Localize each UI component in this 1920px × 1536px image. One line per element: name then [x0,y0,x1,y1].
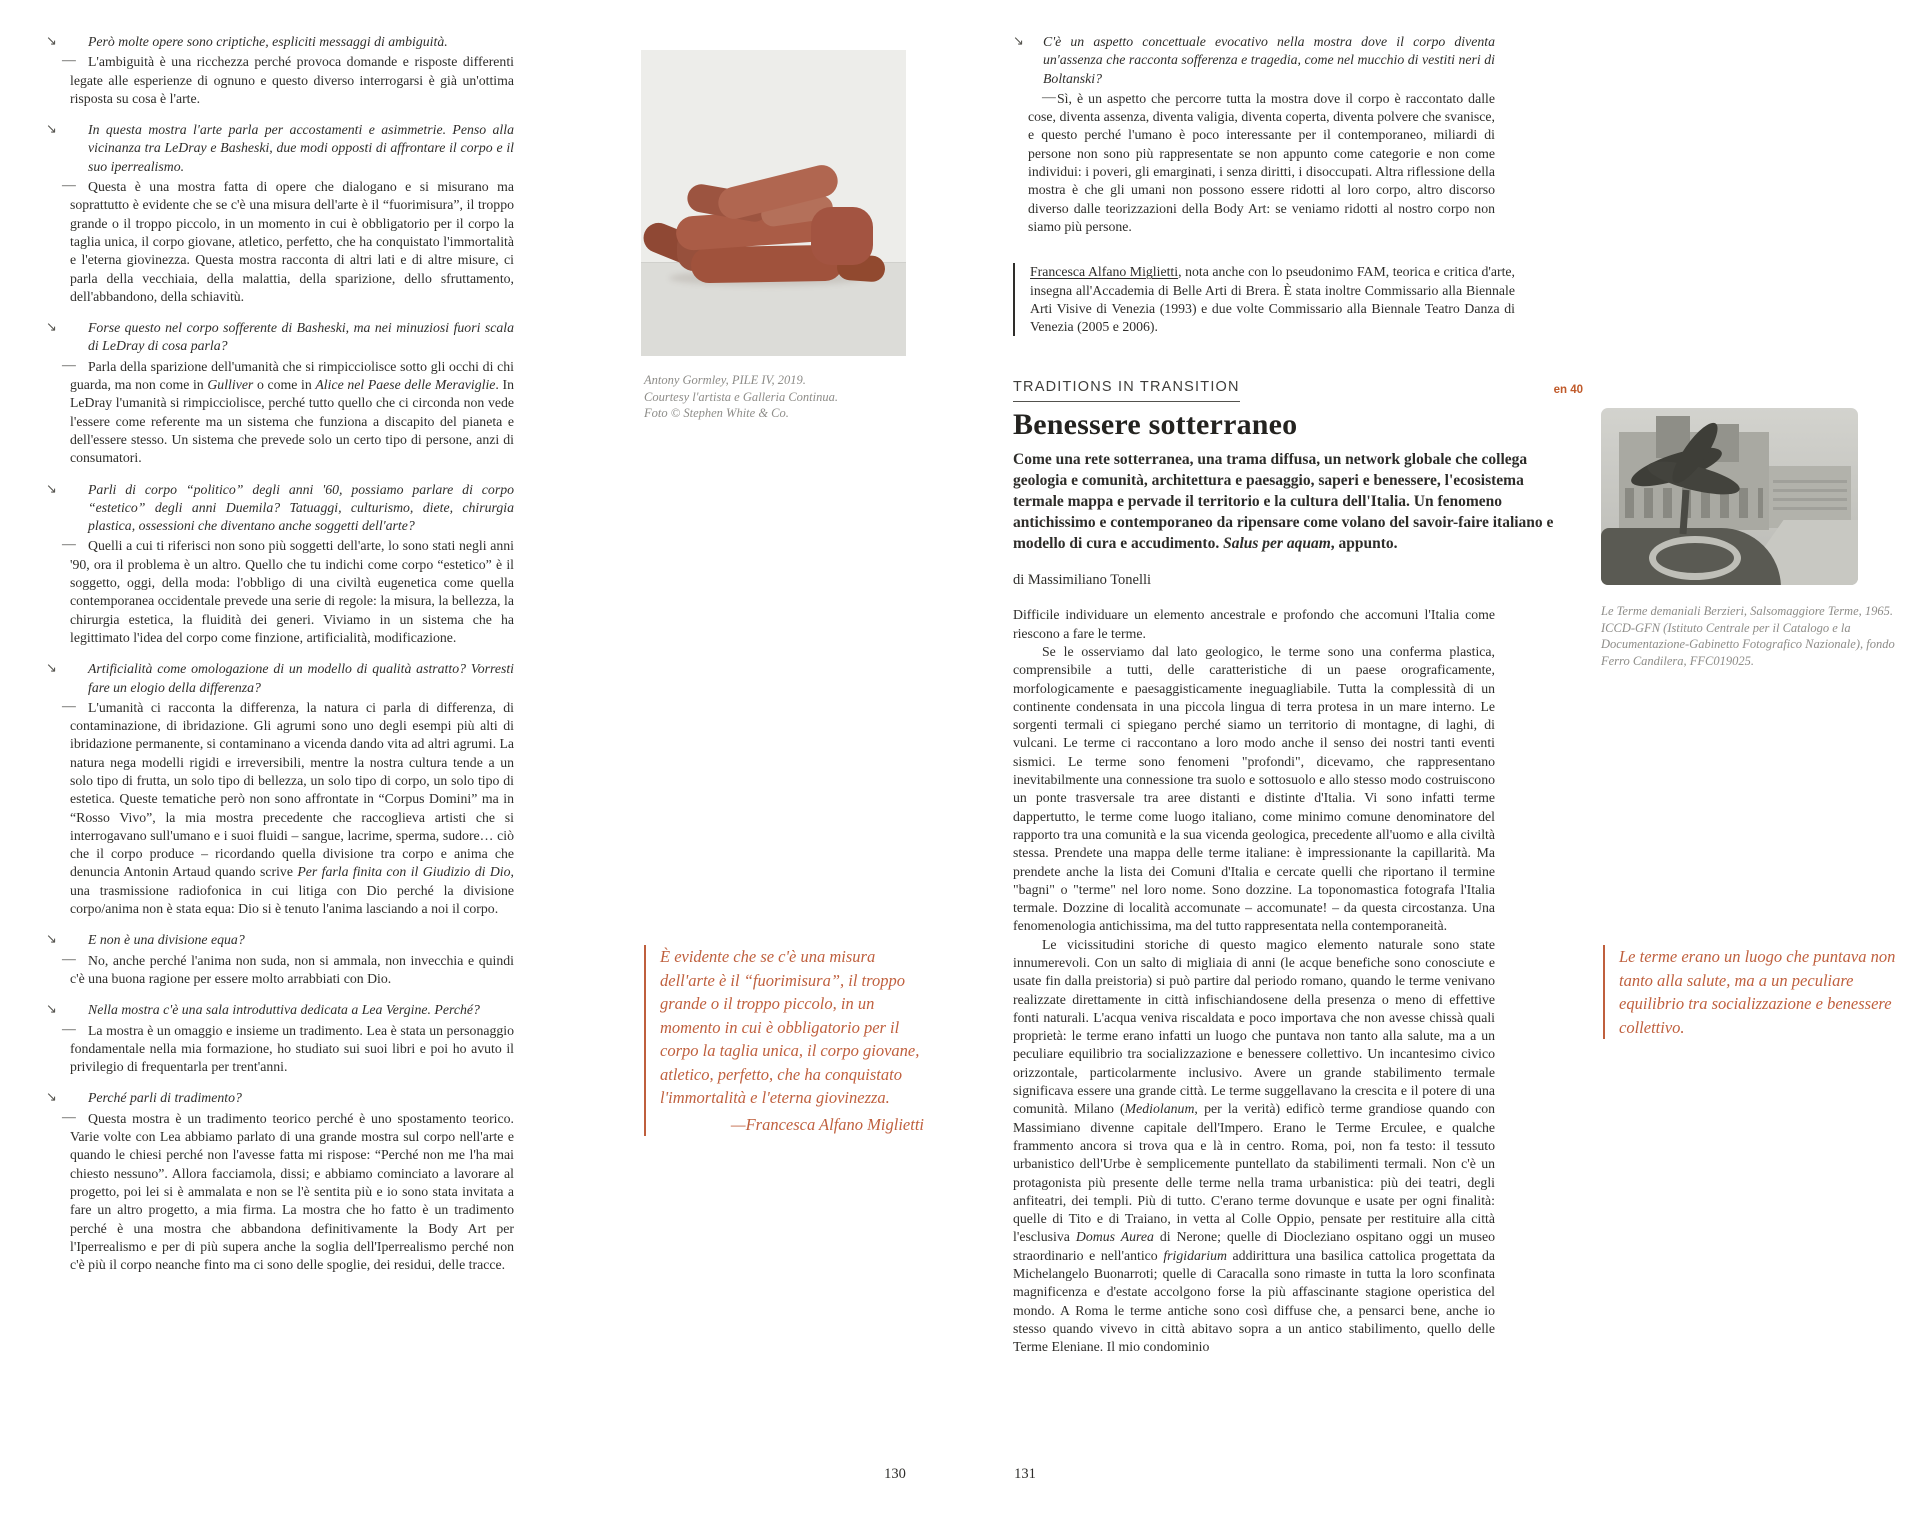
baths-arcade [1625,488,1763,518]
section-kicker: TRADITIONS IN TRANSITION [1013,378,1240,401]
interview-question [44,121,514,176]
interview-question [1013,33,1495,88]
qa-block [44,319,514,467]
gormley-pile-iv-artwork-photo [641,50,906,356]
page-number-130: 130 [884,1466,906,1482]
question-text: Forse questo nel corpo sofferente di Basheski, ma nei minuziosi fuori scala di LeDray di cosa parla? [88,320,514,354]
body-paragraph: Le vicissitudini storiche di questo magico elemento naturale sono state innumerevoli. Con un salto di migliaia di anni (le acque benefiche sono conosciute e usate fin dalla preistoria) si può partire dal periodo romano, quando le terme venivano realizzate direttamente in città infischiandosene della presenza o meno di effettive fonti naturali. L'acqua veniva riscaldata e poco importava che non avesse chissà quali proprietà: le terme erano infatti un luogo che puntava non tanto alla salute, ma a un peculiare equilibrio tra socializzazione e benessere collettivo. Un incantesimo civico orizzontale, particolarmente inclusivo. Avere un grande stabilimento termale significava essere una grande città. Le terme suggellavano la crescita e il potere di una comunità. Milano (Mediolanum, per la verità) edificò terme grandiose quando con Massimiano divenne capitale dell'Impero. Erano le Terme Erculee, e qualche frammento ancora si trova qua e là in centro. Roma, poi, non fa testo: il tessuto urbanistico dell'Urbe è semplicemente puntellato da stabilimenti termali. Non c'è un protagonista più presente delle terme nella trama urbanistica: più dei teatri, degli anfiteatri, dei templi. Più di tutto. C'erano terme dovunque e usate per ogni finalità: quelle di Tito e di Traiano, in vetta al Colle Oppio, pensate per restituire alla città l'esclusiva Domus Aurea di Nerone; quelle di Diocleziano ospitano oggi un museo straordinario e nell'antico frigidarium addirittura una basilica cattolica progettata da Michelangelo Buonarroti; quelle di Caracalla sono rimaste in tutta la loro sconfinata magnificenza e d'estate accolgono forse la più affascinante stagione operistica del mondo. A Roma le terme antiche sono così diffuse che, a pensarci bene, anche io stesso quando vivevo in città abitavo sopra a un antico stabilimento, quello delle Terme Eleniane. Il mio condominio [1013,936,1496,1355]
left-pull-quote [644,945,934,1136]
answer-text: La mostra è un omaggio e insieme un tradimento. Lea è stata un personaggio fondamentale nella mia formazione, ho studiato sui suoi libri e poi ho avuto il privilegio di frequentarla per trent'anni. [70,1022,514,1075]
qa-block [44,1001,514,1076]
question-text: E non è una divisione equa? [88,932,245,948]
question-text: Però molte opere sono criptiche, espliciti messaggi di ambiguità. [88,34,448,49]
author-bio: Francesca Alfano Miglietti, nota anche con lo pseudonimo FAM, teorica e critica d'arte, insegna all'Accademia di Belle Arti di Brera. È stata inoltre Commissario alla Biennale Arti Visive di Venezia (1993) e due volte Commissario alla Biennale Teatro Danza di Venezia (2005 e 2006). [1013,263,1515,336]
answer-dash-icon: — [62,950,75,966]
gormley-artwork-caption [644,372,944,422]
article-byline: di Massimiliano Tonelli [1013,572,1152,589]
answer-dash-icon: — [62,536,75,552]
berzieri-photo-caption [1601,603,1897,669]
answer-dash-icon: — [62,1108,75,1124]
article-standfirst: Come una rete sotterranea, una trama diffusa, un network globale che collega geologia e comunità, architettura e paesaggio, saperi e benessere, l'ecosistema termale mappa e pervade il territorio e la cultura dell'Italia. Un fenomeno antichissimo e contemporaneo da ripensare come volano del savoir-faire italiano e modello di cura e accudimento. Salus per aquam, appunto. [1013,451,1554,553]
question-text: Artificialità come omologazione di un modello di qualità astratto? Vorresti fare un elogio della differenza? [88,661,514,695]
interview-question [44,319,514,356]
interview-answer [44,1022,514,1077]
interview-answer [44,358,514,468]
interview-question [44,1001,514,1019]
caption-line: ICCD-GFN (Istituto Centrale per il Catalogo e la Documentazione-Gabinetto Fotografico Nazionale), fondo Ferro Candilera, FFC019025. [1601,620,1895,668]
question-arrow-icon: ↘ [46,34,57,49]
article-title: Benessere sotterraneo [1013,407,1298,441]
interview-answer [44,1110,514,1275]
caption-line: Foto © Stephen White & Co. [644,406,789,420]
answer-text: L'umanità ci racconta la differenza, la natura ci parla di differenza, di contaminazione, di ibridazione. Gli agrumi sono uno degli esempi più alti di ibridazione permanente, si contaminano a vicenda dando vita ad altri agrumi. La natura nega modelli rigidi e irreversibili, mentre la nostra cultura tende a un solo tipo di frutta, un solo tipo di bellezza, un solo tipo di corpo, un solo tipo di estetica. Queste tematiche però non sono affrontate in “Corpus Domini” ma in “Rosso Vivo”, la mia mostra precedente che raccoglieva artisti che si interrogavano sull'umano e i suoi fluidi – sangue, lacrime, sperma, sudore… ciò che il corpo produce – ricordando quella divisione tra corpo e anima che denuncia Antonin Artaud quando scrive Per farla finita con il Giudizio di Dio, una trasmissione radiofonica in cui litiga con Dio perché la divisione corpo/anima non è stata equa: Dio si è tenuto l'anima lasciando a noi il corpo. [70,699,515,917]
qa-block [44,33,514,108]
answer-dash-icon: — [62,356,75,372]
question-text: In questa mostra l'arte parla per accostamenti e asimmetrie. Penso alla vicinanza tra LeDray e Basheski, due modi opposti di affrontare il corpo e il suo iperrealismo. [88,122,514,174]
question-arrow-icon: ↘ [46,122,57,138]
answer-text: Questa mostra è un tradimento teorico perché è uno spostamento teorico. Varie volte con Lea abbiamo parlato di una grande mostra sul corpo nell'arte e quando le chiesi perché non l'avesse fatta mi rispose: “Perché non me l'ha mai chiesto nessuno”. Allora facciamola, dissi; e abbiamo cominciato a lavorare al progetto, poi lei si è ammalata e non se l'è sentita più e io sono stata invitata a fare un altro progetto, a mia firma. La mostra che ho fatto è un tradimento perché è una mostra che abbandona definitivamente la Body Art per l'Iperrealismo e per di più supera anche la soglia dell'Iperrealismo perché non c'è più il corpo neanche finto ma ci sono delle spoglie, dei residui, delle tracce. [70,1110,514,1273]
pull-quote-text: Le terme erano un luogo che puntava non tanto alla salute, ma a un peculiare equilibrio tra socializzazione e benessere collettivo. [1619,947,1896,1037]
answer-text: No, anche perché l'anima non suda, non si ammala, non invecchia e quindi c'è una buona ragione per essere molto arrabbiati con Dio. [70,952,514,986]
question-arrow-icon: ↘ [46,1002,57,1018]
question-arrow-icon: ↘ [46,320,57,336]
qa-block [1013,33,1495,236]
interview-question [44,33,514,51]
background-windows [1773,474,1847,514]
right-page-column [1013,33,1583,1357]
qa-block [44,1089,514,1274]
caption-line: Le Terme demaniali Berzieri, Salsomaggiore Terme, 1965. [1601,604,1894,618]
answer-text: Quelli a cui ti riferisci non sono più soggetti dell'arte, lo sono stati negli anni '90, ora il problema è un altro. Quello che tu indichi come corpo “estetico” è il soggetto, oggi, della moda: l'obbligo di una civiltà eugenetica come quella contemporanea occidentale prevede una serie di regole: la misura, la bellezza, la chirurgia estetica, la fluidità dei generi. Viviamo in un sistema che ha legittimato l'idea del corpo come finzione, artificialità, modificazione. [70,538,514,645]
section-kicker-row [1013,378,1583,401]
question-text: Perché parli di tradimento? [88,1090,242,1106]
article-body [1013,606,1495,1356]
interview-answer [44,952,514,989]
interview-question [44,660,514,697]
interview-answer [44,53,514,108]
question-arrow-icon: ↘ [46,481,57,497]
question-text: Parli di corpo “politico” degli anni '60, possiamo parlare di corpo “estetico” degli anni Duemila? Tatuaggi, culturismo, diete, chirurgia plastica, ossessioni che diventano anche soggetti dell'arte? [88,481,514,534]
answer-dash-icon: — [62,1020,75,1036]
interview-question [44,481,514,536]
question-arrow-icon: ↘ [46,932,57,948]
qa-block [44,481,514,648]
caption-line: Courtesy l'artista e Galleria Continua. [644,389,838,404]
question-arrow-icon: ↘ [1013,34,1024,49]
interview-answer [44,537,514,647]
question-arrow-icon: ↘ [46,1090,57,1106]
interview-question [44,1089,514,1107]
page-number-131: 131 [1014,1466,1036,1482]
interview-answer [44,699,514,919]
interview-question [44,931,514,949]
answer-text: Questa è una mostra fatta di opere che dialogano e si misurano ma soprattutto è evidente che se c'è una misura dell'arte è il “fuorimisura”, il troppo grande o il troppo piccolo, in un momento in cui è obbligatorio per il corpo la taglia unica, il corpo giovane, atletico, perfetto, che ha conquistato l'immortalità e l'eterna giovinezza. Questa mostra racconta di altri lati e di altre misure, ci parla della vecchiaia, della malattia, della sparizione, dello sfruttamento, dell'abbandono, della schiavitù. [70,179,514,304]
answer-text: L'ambiguità è una ricchezza perché provoca domande e risposte differenti legate alle esperienze di ognuno e questo diverso interrogarsi è già un'ottima risposta su cosa è l'arte. [70,54,514,106]
berzieri-thermal-baths-photo [1601,408,1858,585]
answer-dash-icon: — [62,697,75,713]
interview-answer [1013,90,1495,236]
left-page-interview-column [44,33,514,1287]
interview-answer [44,178,514,306]
pull-quote-text: È evidente che se c'è una misura dell'arte è il “fuorimisura”, il troppo grande o il troppo piccolo, in un momento in cui è obbligatorio per il corpo la taglia unica, il corpo giovane, atletico, perfetto, che ha conquistato l'immortalità e l'eterna giovinezza. [660,947,920,1107]
caption-line: Antony Gormley, PILE IV, 2019. [644,373,806,387]
right-pull-quote [1603,945,1908,1039]
question-text: Nella mostra c'è una sala introduttiva dedicata a Lea Vergine. Perché? [88,1002,480,1018]
body-paragraph: Difficile individuare un elemento ancestrale e profondo che accomuni l'Italia come riescono a fare le terme. [1013,607,1495,641]
answer-text: Parla della sparizione dell'umanità che si rimpicciolisce sotto gli occhi di chi guarda, ma non come in Gulliver o come in Alice nel Paese delle Meraviglie. In LeDray l'umanità si rimpicciolisce, perché tutto quello che ci circonda non vede l'essere come referente ma un sistema che funziona a discapito del pianeta e dell'essere stesso. Un sistema che prevede solo un certo tipo di persone, anzi di consumatori. [70,358,514,466]
pull-quote-attribution: —Francesca Alfano Miglietti [730,1114,924,1134]
answer-dash-icon: — [1042,88,1055,104]
answer-dash-icon: — [62,52,75,68]
question-text: C'è un aspetto concettuale evocativo nella mostra dove il corpo diventa un'assenza che racconta sofferenza e tragedia, come nel mucchio di vestiti neri di Boltanski? [1043,34,1495,86]
body-paragraph: Se le osserviamo dal lato geologico, le terme sono una conferma plastica, comprensibile a tutti, delle caratteristiche di un paese orograficamente, morfologicamente e paesaggisticamente ineguagliabile. Tutta la complessità di un continente condensata in una piccola lingua di terra protesa in un mare interno. Le sorgenti termali ci spiegano perché siamo un territorio di montagne, di laghi, di vulcani. Le terme ci raccontano a loro modo anche il senso dei nostri tanti eventi sismici. Le terme sono fenomeni "profondi", dicevamo, che rappresentano inevitabilmente una connessione tra suolo e sottosuolo e allo stesso modo costruiscono un ponte trasversale tra aree distanti e distinte d'Italia. Vi sono infatti terme dappertutto, le terme come luogo italiano, come minimo comune denominatore del rapporto tra una comunità e la sua vicenda geologica, precedente all'uomo e alla civiltà stessa. Prendete una mappa delle terme italiane: è impressionante la capillarità. Ma prendete anche la lista dei Comuni d'Italia e cercate quelli che riportano il termine "bagni" o "terme" nel loro nome. Sono dozzine. La toponomastica fotografa l'Italia termale. Dozzine di località accomunate – accomunate! – da questa circostanza. Una fenomenologia antichissima, ma del tutto rappresentata nella contemporaneità. [1013,643,1495,934]
qa-block [44,660,514,918]
qa-block [44,931,514,988]
sculpture-form [811,207,873,265]
answer-dash-icon: — [62,177,75,193]
answer-text: Sì, è un aspetto che percorre tutta la mostra dove il corpo è raccontato dalle cose, diventa assenza, diventa valigia, diventa coperta, diventa polvere che svanisce, e questo perché l'umano è poco interessante per il contemporaneo, miliardi di persone non sono più rappresentate se non appunto come categorie e non come individui: i poveri, gli emarginati, i senza diritti, i disoccupati. Altra riflessione della mostra è che gli umani non possono essere ridotti al loro corpo, altro discorso diverso dalle teorizzazioni della Body Art: se veniamo ridotti al nostro corpo non siamo più persone. [1028,90,1495,234]
garden-path-ring [1649,536,1741,580]
english-version-page-ref: en 40 [1553,384,1583,397]
question-arrow-icon: ↘ [46,661,57,677]
qa-block [44,121,514,306]
